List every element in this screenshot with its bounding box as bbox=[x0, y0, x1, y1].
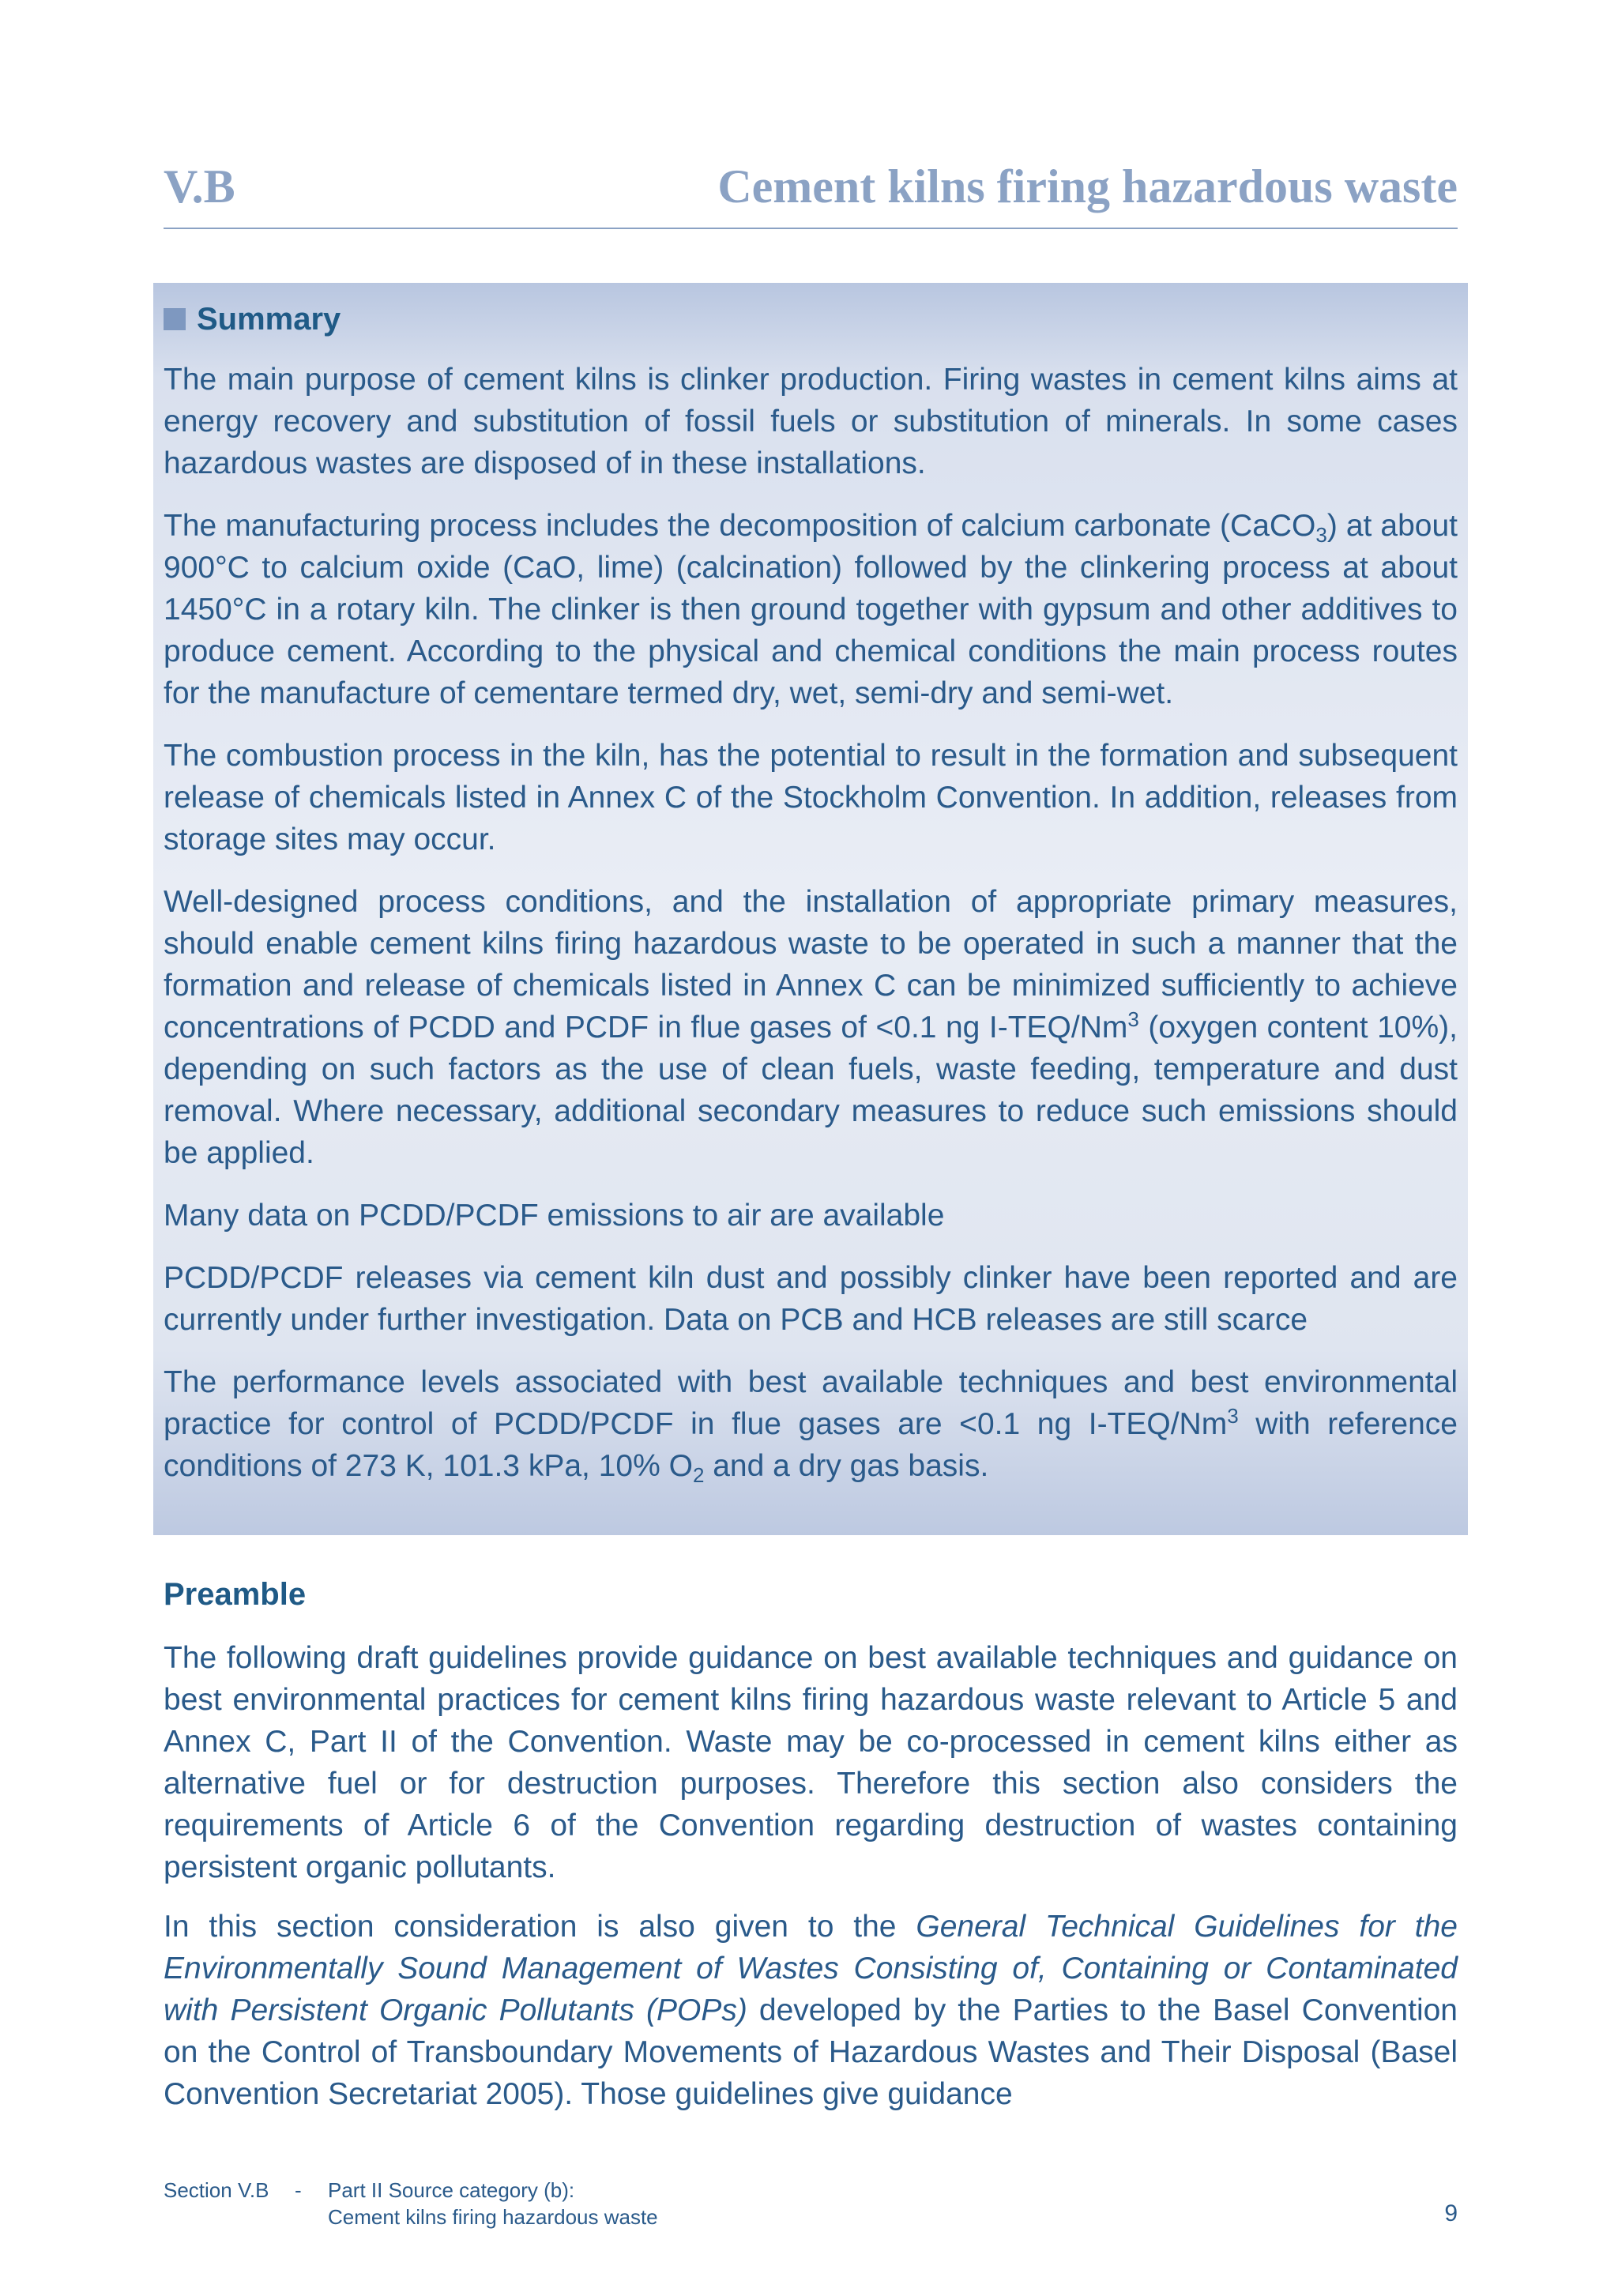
footer-category-name: Cement kilns firing hazardous waste bbox=[328, 2205, 658, 2229]
summary-paragraph-5: Many data on PCDD/PCDF emissions to air are available bbox=[164, 1199, 945, 1233]
footer-part: Part II Source category (b): bbox=[328, 2178, 575, 2202]
summary-paragraph-4: Well-designed process conditions, and the installation of appropriate primary measures, should enable cement kilns firing hazardous waste to be operated in such a manner that the formation and release of chemicals listed in Annex C can be minimized sufficiently to achieve concentrations of PCDD and PCDF in flue gases of <0.1 ng I-TEQ/Nm$^3$ (oxygen content 10%), depending on such factors as the use of clean fuels, waste feeding, temperature and dust removal. Where necessary, additional secondary measures to reduce such emissions should be applied. bbox=[164, 885, 1458, 1170]
summary-paragraph-1: The main purpose of cement kilns is clinker production. Firing wastes in cement kilns aims at energy recovery and substitution of fossil fuels or substitution of minerals. In some cases hazardous wastes are disposed of in these installations. bbox=[164, 363, 1458, 480]
preamble-heading: Preamble bbox=[164, 1577, 307, 1612]
summary-paragraph-7: The performance levels associated with best available techniques and best environmental practice for control of PCDD/PCDF in flue gases are <0.1 ng I-TEQ/Nm$^3$ with reference conditions of 273 K, 101.3 kPa, 10% $O_2$ and a dry gas basis. bbox=[164, 1365, 1458, 1487]
preamble-section bbox=[164, 1572, 1458, 2115]
page-number: 9 bbox=[1444, 2200, 1458, 2226]
preamble-paragraph-2: In this section consideration is also given to the General Technical Guidelines for the Environmentally Sound Management of Wastes Consisting of, Containing or Contaminated with Persistent Organic Pollutants (POPs) developed by the Parties to the Basel Convention on the Control of Transboundary Movements of Hazardous Wastes and Their Disposal (Basel Convention Secretariat 2005). Those guidelines give guidance bbox=[164, 1910, 1458, 2111]
footer-separator: - bbox=[295, 2178, 302, 2202]
summary-box bbox=[153, 283, 1468, 1535]
page-footer bbox=[164, 2177, 1458, 2240]
summary-heading-label: Summary bbox=[197, 301, 341, 337]
page-title: Cement kilns firing hazardous waste bbox=[717, 160, 1458, 213]
square-bullet-icon bbox=[164, 308, 186, 330]
page-header bbox=[164, 155, 1458, 229]
section-number: V.B bbox=[164, 160, 235, 213]
summary-paragraph-2: The manufacturing process includes the decomposition of calcium carbonate (CaCO$_3$) at about 900°C to calcium oxide (CaO, lime) (calcination) followed by the clinkering process at about 1450°C in a rotary kiln. The clinker is then ground together with gypsum and other additives to produce cement. According to the physical and chemical conditions the main process routes for the manufacture of cementare termed dry, wet, semi-dry and semi-wet. bbox=[164, 509, 1458, 710]
preamble-paragraph-1: The following draft guidelines provide guidance on best available techniques and guidance on best environmental practices for cement kilns firing hazardous waste relevant to Article 5 and Annex C, Part II of the Convention. Waste may be co-processed in cement kilns either as alternative fuel or for destruction purposes. Therefore this section also considers the requirements of Article 6 of the Convention regarding destruction of wastes containing persistent organic pollutants. bbox=[164, 1641, 1458, 1884]
summary-paragraph-3: The combustion process in the kiln, has the potential to result in the formation and subsequent release of chemicals listed in Annex C of the Stockholm Convention. In addition, releases from storage sites may occur. bbox=[164, 739, 1458, 856]
footer-section: Section V.B bbox=[164, 2178, 269, 2202]
summary-heading bbox=[164, 295, 1458, 343]
summary-paragraph-6: PCDD/PCDF releases via cement kiln dust and possibly clinker have been reported and are currently under further investigation. Data on PCB and HCB releases are still scarce bbox=[164, 1261, 1458, 1337]
